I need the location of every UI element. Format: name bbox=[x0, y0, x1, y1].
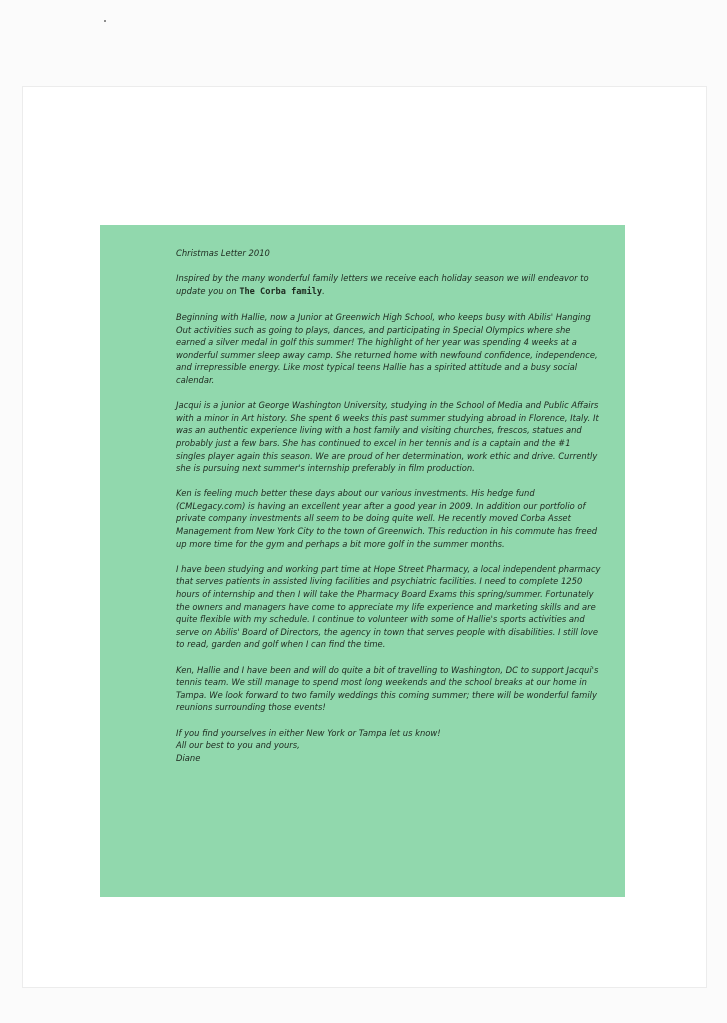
paragraph-hallie: Beginning with Hallie, now a Junior at Greenwich High School, who keeps busy with Abilis' Hanging Out activities such as going to plays, dances, and participating in Special Olympics where she earned a silver medal in golf this summer! The highlight of her year was spending 4 weeks at a wonderful summer sleep away camp. She returned home with newfound confidence, independence, and irrepressible energy. Like most typical teens Hallie has a spirited attitude and a busy social calendar. bbox=[176, 311, 598, 385]
intro-paragraph bbox=[176, 272, 601, 298]
closing-line: All our best to you and yours, bbox=[176, 740, 300, 751]
scan-speck bbox=[104, 20, 106, 22]
family-name: The Corba family bbox=[239, 286, 323, 297]
paragraph-travel: Ken, Hallie and I have been and will do quite a bit of travelling to Washington, DC to support Jacqui's tennis team. We still manage to spend most long weekends and the school breaks at our home in Tampa. We look forward to two family weddings this coming summer; there will be wonderful family reunions surrounding those events! bbox=[176, 664, 599, 713]
paragraph-diane: I have been studying and working part time at Hope Street Pharmacy, a local independent pharmacy that serves patients in assisted living facilities and psychiatric facilities. I need to complete 1250 hours of internship and then I will take the Pharmacy Board Exams this spring/summer. Fortunately the owners and managers have come to appreciate my life experience and marketing skills and are quite flexible with my schedule. I continue to volunteer with some of Hallie's sports activities and serve on Abilis' Board of Directors, the agency in town that serves people with disabilities. I still love to read, garden and golf when I can find the time. bbox=[176, 563, 601, 650]
closing bbox=[176, 727, 601, 765]
paragraph-ken: Ken is feeling much better these days about our various investments. His hedge fund (CMLegacy.com) is having an excellent year after a good year in 2009. In addition our portfolio of private company investments all seem to be doing quite well. He recently moved Corba Asset Management from New York City to the town of Greenwich. This reduction in his commute has freed up more time for the gym and perhaps a bit more golf in the summer months. bbox=[176, 488, 598, 549]
christmas-letter bbox=[100, 225, 625, 897]
letter-title bbox=[176, 247, 601, 260]
intro-text: Inspired by the many wonderful family letters we receive each holiday season we will endeavor to update you on bbox=[176, 273, 589, 296]
signature: Diane bbox=[176, 752, 201, 763]
paragraph-jacqui: Jacqui is a junior at George Washington University, studying in the School of Media and Public Affairs with a minor in Art history. She spent 6 weeks this past summer studying abroad in Florence, Italy. It was an authentic experience living with a host family and visiting churches, frescos, statues and probably just a few bars. She has continued to excel in her tennis and is a captain and the #1 singles player again this season. We are proud of her determination, work ethic and drive. Currently she is pursuing next summer's internship preferably in film production. bbox=[176, 400, 599, 474]
letter-title-text: Christmas Letter 2010 bbox=[176, 248, 270, 258]
intro-end: . bbox=[322, 285, 325, 296]
closing-line: If you find yourselves in either New York or Tampa let us know! bbox=[176, 727, 441, 738]
